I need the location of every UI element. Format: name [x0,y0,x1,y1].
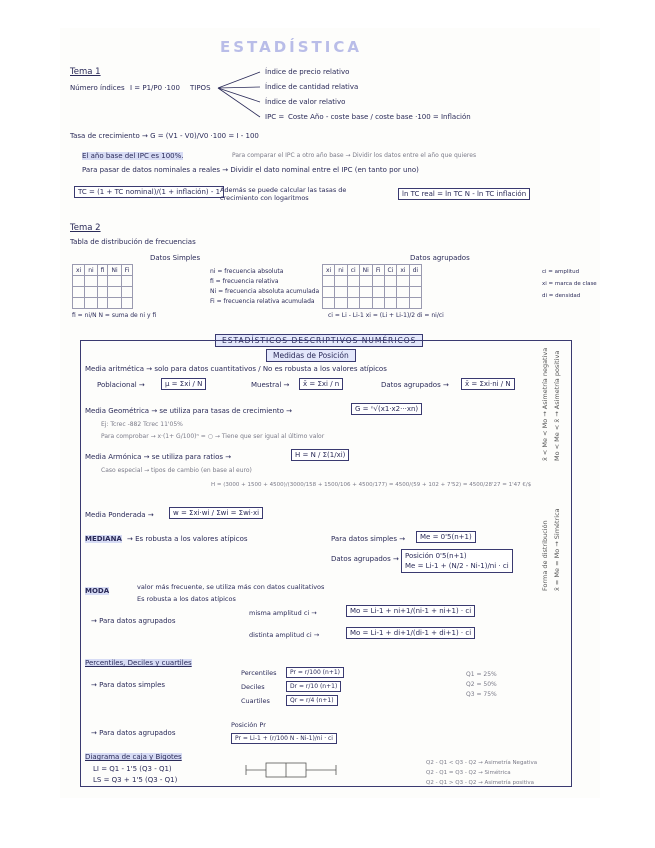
notes-page [60,28,600,798]
f-mediana-simple: Me = 0'5(n+1) [416,531,476,543]
note-nominal-real: Para pasar de datos nominales a reales → Dividir el dato nominal entre el IPC (en tanto por uno) [82,166,419,174]
armonica-calculo: H = (3000 + 1500 + 4500)/(3000/158 + 1500/106 + 4500/177) = 4500/(59 + 102 + 7'52) = 4500/28'27 = 1'47 €/$ [211,482,532,488]
f-moda-distinta: Mo = Li-1 + di+1/(di-1 + di+1) · ci [346,627,475,639]
datos-agrupados-title: Datos agrupados [410,254,470,262]
geom-ejemplo: Ej: Tcrec -882 Tcrec 11'05% [101,421,183,428]
f-moda-misma: Mo = Li-1 + ni+1/(ni-1 + ni+1) · ci [346,605,475,617]
tipo-ipc: IPC = [265,113,285,121]
mediana-simples: Para datos simples → [331,535,406,543]
grouped-note-ci: ci = amplitud [542,269,580,275]
note-ipc-compare: Para comparar el IPC a otro año base → Dividir los datos entre el año que quieres [232,152,477,159]
perc-agrupados: → Para datos agrupados [91,729,176,737]
moda-label: MODA [85,587,110,595]
tc-log-note: Además se puede calcular las tasas de crecimiento con logaritmos [220,186,347,202]
mediana-robusta: → Es robusta a los valores atípicos [127,535,248,543]
f-geometrica: G = ⁿ√(x1·x2···xn) [351,403,422,415]
ln-tc-formula: ln TC real = ln TC N - ln TC inflación [398,188,530,200]
moda-misma-amplitud: misma amplitud ci → [249,609,317,617]
mediana-label: MEDIANA [85,535,122,543]
datos-simples-title: Datos Simples [150,254,201,262]
moda-robusta: Es robusta a los datos atípicos [137,595,236,603]
asimetria-negativa: Q2 - Q1 < Q3 - Q2 → Asimetría Negativa [426,760,538,766]
gcol-Ni: Ni [359,265,372,276]
tema1-heading: Tema 1 [70,67,101,77]
numero-indices-label: Número índices [70,84,125,92]
percentiles-label: Percentiles [241,669,277,677]
grouped-note-di: di = densidad [542,293,581,299]
col-xi: xi [73,265,85,276]
gcol-di: di [409,265,421,276]
ipc-formula: Coste Año - coste base / coste base ·100 = Inflación [288,113,471,121]
moda-distinta-amplitud: distinta amplitud ci → [249,631,320,639]
page-title: ESTADÍSTICA [220,38,362,56]
f-ponderada: w = Σxi·wi / Σwi = Σwi·xi [169,507,263,519]
f-cuartil: Qr = r/4 (n+1) [286,695,338,706]
q3-value: Q3 = 75% [466,691,497,698]
moda-frecuente: valor más frecuente, se utiliza más con datos cualitativos [137,583,325,591]
moda-agrupados: → Para datos agrupados [91,617,176,625]
perc-simples: → Para datos simples [91,681,166,689]
legend-fi: fi = frecuencia relativa [210,278,279,285]
asimetria-simetrica: Q2 - Q1 = Q3 - Q2 → Simétrica [426,770,511,776]
q2-value: Q2 = 50% [466,681,497,688]
mediana-formula: Me = Li-1 + (N/2 - Ni-1)/ni · ci [405,562,509,570]
media-armonica: Media Armónica → se utiliza para ratios → [85,453,232,461]
cuartiles-label: Cuartiles [241,697,270,705]
boxplot-sketch [241,755,351,785]
f-poblacional: μ = Σxi / N [161,378,206,390]
muestral-label: Muestral → [251,381,290,389]
gcol-Ci: Ci [384,265,397,276]
limite-inferior: LI = Q1 - 1'5 (Q3 - Q1) [93,765,172,773]
tasa-crecimiento: Tasa de crecimiento → G = (V1 - V0)/V0 ·100 = I - 100 [70,132,259,140]
media-ponderada: Media Ponderada → [85,511,154,519]
tipo-precio: Índice de precio relativo [265,68,350,76]
agrupados-label: Datos agrupados → [381,381,449,389]
tabla-frecuencias-bullet: Tabla de distribución de frecuencias [70,238,196,246]
f-agrupados: x̄ = Σxi·ni / N [461,378,515,390]
legend-ni: ni = frecuencia absoluta [210,268,284,275]
f-decil: Dr = r/10 (n+1) [286,681,341,692]
side-negativa: x̄ < Me < Mo → Asimetría negativa [541,347,549,461]
tema1-arrows [60,28,600,328]
geom-comprobar: Para comprobar → x·(1+ G/100)ⁿ = ○ → Tiene que ser igual al último valor [101,433,325,440]
indice-ratio: I = P1/P0 ·100 [130,84,180,92]
grouped-note-xi: xi = marca de clase [542,281,597,287]
deciles-label: Deciles [241,683,265,691]
tema2-heading: Tema 2 [70,223,101,233]
grouped-sum-note: ci = Li - Li-1 xi = (Li + Li-1)/2 di = ni/ci [328,312,444,319]
tipos-label: TIPOS [190,84,211,92]
col-fi: fi [97,265,108,276]
col-Fi: Fi [121,265,133,276]
mediana-agrupados: Datos agrupados → [331,555,399,563]
tipo-cantidad: Índice de cantidad relativa [265,83,359,91]
col-Ni: Ni [108,265,121,276]
f-mediana-agrupada [401,549,513,573]
legend-Ni: Ni = frecuencia absoluta acumulada [210,288,320,295]
f-percentil: Pr = r/100 (n+1) [286,667,344,678]
legend-Fi: Fi = frecuencia relativa acumulada [210,298,315,305]
asimetria-positiva: Q2 - Q1 > Q3 - Q2 → Asimetría positiva [426,780,535,786]
side-forma: Forma de distribución [541,520,549,591]
percentiles-heading: Percentiles, Deciles y cuartiles [85,659,192,667]
note-ipc-base: El año base del IPC es 100%. [82,152,184,160]
gcol-ni: ni [335,265,347,276]
gcol-ci: ci [347,265,359,276]
simple-sum-note: fi = ni/N N = suma de ni y fi [72,312,157,319]
armonica-caso: Caso especial → tipos de cambio (en base al euro) [101,467,252,474]
side-positiva: Mo < Me < x̄ → Asimetría positiva [553,350,561,461]
gcol-xi: xi [323,265,335,276]
limite-superior: LS = Q3 + 1'5 (Q3 - Q1) [93,776,178,784]
tipo-valor: Índice de valor relativo [265,98,346,106]
gcol-xi2: xi [397,265,409,276]
medidas-posicion-box [80,340,572,787]
f-muestral: x̄ = Σxi / n [299,378,343,390]
gcol-Fi: Fi [372,265,384,276]
q1-value: Q1 = 25% [466,671,497,678]
poblacional-label: Poblacional → [97,381,145,389]
diagrama-heading: Diagrama de caja y Bigotes [85,753,182,761]
media-aritmetica: Media aritmética → solo para datos cuantitativos / No es robusta a los valores atípicos [85,365,387,373]
side-simetrica: x̄ = Me = Mo → Simétrica [553,508,561,591]
f-percentil-agrupado: Pr = Li-1 + (r/100 N - Ni-1)/ni · ci [231,733,337,744]
media-geometrica: Media Geométrica → se utiliza para tasas de crecimiento → [85,407,293,415]
posicion-pr: Posición Pr [231,721,266,729]
f-armonica: H = N / Σ(1/xi) [291,449,349,461]
col-ni: ni [85,265,97,276]
tc-real-formula: TC = (1 + TC nominal)/(1 + inflación) - 1 [74,186,224,198]
mediana-posicion: Posición 0'5(n+1) [405,552,467,560]
medidas-posicion-title: Medidas de Posición [266,349,356,362]
descriptivos-header: ESTADÍSTICOS DESCRIPTIVOS NUMÉRICOS [215,334,423,347]
